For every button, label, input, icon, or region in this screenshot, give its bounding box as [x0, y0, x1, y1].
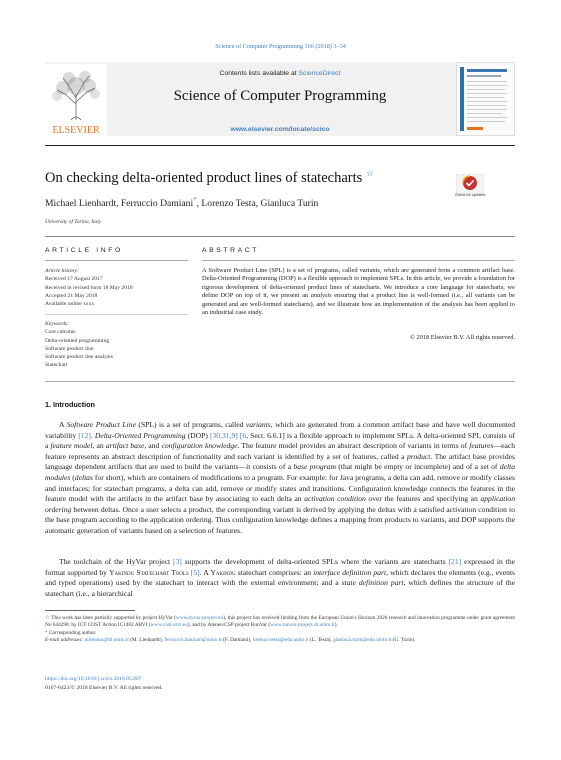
text-run: expressed in the format supported by [45, 557, 516, 577]
article-history [45, 267, 188, 308]
abstract-copyright: © 2018 Elsevier B.V. All rights reserved. [409, 334, 515, 341]
reference-link[interactable]: [5] [190, 567, 200, 577]
footnotes [45, 615, 515, 645]
title-footnote-mark[interactable]: ☆ [365, 168, 374, 178]
keyword: Delta-oriented programming [45, 337, 110, 344]
history-accepted: Accepted 21 May 2018 [45, 292, 98, 299]
text-run: , and [144, 441, 162, 451]
text-run: product [407, 451, 431, 461]
keyword: Core calculus [45, 329, 76, 336]
keywords-caption: Keywords: [45, 321, 70, 327]
text-run: , which are generated from a common artifact base and have well documented variability [45, 420, 516, 440]
journal-homepage-link[interactable]: www.elsevier.com/locate/scico [230, 126, 330, 133]
text-run: between deltas. Once a user selects a product, the corresponding variant is derived by applying the deltas with a satisfied activation condition to the base program according to the application ordering. Thus configuration knowledge defines a mapping from products to variants, and DOP supports the automatic generation of variants based on a selection of features. [45, 504, 515, 535]
abstract-heading: ABSTRACT [202, 247, 260, 254]
email-footnote [45, 637, 515, 644]
reference-link[interactable]: gianluca.turin@edu.unito.it [333, 637, 392, 644]
text-run: (DOP) [185, 430, 210, 440]
text-run: for short), which are containers of modifications to a program. For example: for Java programs, a delta can add, remove or modify classes and interfaces; for statechart programs, a delta can add, remove or modify states and transitions. Configuration knowledge connects the features in the feature model with the artifacts in the artifact base by associating to each delta an [45, 472, 516, 504]
journal-citation-link[interactable]: Science of Computer Programming 166 (2018) 3–34 [215, 43, 346, 50]
issn-line: 0167-6423/© 2018 Elsevier B.V. All rights reserved. [45, 685, 163, 691]
text-run: (SPL) is a set of programs, called [135, 420, 246, 429]
keyword: Software product line [45, 345, 94, 352]
title-divider [45, 236, 515, 237]
text-run: , which defines the structure of the statechart (i.e., a hierarchical [45, 578, 516, 598]
body-divider [45, 381, 515, 382]
text-run: The toolchain of the HyVar project [59, 557, 173, 566]
text-run: Yakindu [210, 567, 236, 577]
text-run: ( [70, 472, 75, 482]
keyword: Statechart [45, 362, 68, 369]
authors-first: Michael Lienhardt, Ferruccio Damiani [45, 198, 194, 210]
text-run: This work has been partially supported by project HyVar ( [49, 615, 176, 621]
reference-link[interactable]: * [45, 629, 48, 636]
reference-link[interactable]: [12] [78, 430, 91, 440]
text-run: base program [293, 462, 336, 472]
article-info-rule [45, 260, 188, 261]
corresponding-author-mark[interactable]: * [193, 196, 197, 204]
text-run: artifact base [105, 441, 145, 451]
contents-line [150, 70, 410, 77]
abstract-rule [202, 260, 515, 261]
text-run: ), and by Ateneo/CSP project RunVar ( [187, 622, 271, 629]
reference-link[interactable]: www.hyvar-project.eu [175, 615, 224, 621]
text-run: A [59, 420, 67, 429]
contents-prefix: Contents lists available at [219, 70, 299, 77]
reference-link[interactable]: ferruccio.damiani@unito.it [164, 637, 222, 644]
text-run: E-mail addresses: [45, 637, 85, 644]
article-title-text: On checking delta-oriented product lines of statecharts [45, 169, 363, 186]
keywords-rule [45, 314, 188, 315]
text-run: . A [199, 567, 211, 577]
text-run: variants [245, 420, 271, 429]
affiliation: University of Torino, Italy [45, 219, 102, 225]
history-revised: Received in revised form 18 May 2018 [45, 284, 133, 291]
header-divider [45, 145, 515, 146]
reference-link[interactable]: [30,31,9] [209, 430, 238, 440]
reference-link[interactable]: [6 [239, 430, 247, 440]
text-run: over the features and specifying an [365, 494, 481, 504]
text-run: ), this project has received funding from the European Union's Horizon 2020 research and innovation programme under grant agreement No 644298, by ICT COST Action IC1402 ARVI ( [45, 615, 515, 629]
journal-cover-icon[interactable] [456, 62, 515, 136]
text-run: Delta-Oriented Programming [94, 430, 186, 440]
text-run: interface definition part [313, 567, 387, 577]
text-run: , Sect. 6.6.1] is a flexible approach to implement SPLs. A delta-oriented SPL consists of a [45, 430, 516, 451]
reference-link[interactable]: [3] [172, 557, 182, 566]
text-run: ). [334, 622, 338, 629]
reference-link[interactable]: ☆ [45, 615, 50, 621]
text-run: activation condition [304, 494, 366, 504]
keyword: Software product line analysis [45, 354, 113, 361]
text-run: , which declares the elements (e.g., events and typed operations) used by the statechart to interact with the external environment; and a [45, 567, 516, 588]
authors-rest: , Lorenzo Testa, Gianluca Turin [196, 198, 319, 210]
text-run: (F. Damiani), [221, 637, 253, 644]
history-caption: Article history: [45, 268, 80, 274]
abstract-part-2: ensuring that a product line is well-formed (i.e., all variants can be generated and are well-formed statecharts), and we illustrate how an implementation of the analysis has been applied to an industrial case study. [202, 292, 515, 317]
text-run: Yakindu Statechart Tools [109, 567, 189, 577]
text-run: statechart comprises: an [235, 567, 314, 577]
abstract-emphasis: analysis [310, 292, 332, 300]
article-title [45, 168, 445, 187]
text-run: application ordering [45, 494, 516, 514]
text-run: configuration knowledge [161, 441, 238, 451]
text-run: —each feature represents an abstract description of functionality and each variant is identified by a set of features, called a [45, 441, 515, 461]
section-heading-introduction: 1. Introduction [45, 400, 95, 409]
text-run: (L. Testa), [308, 637, 334, 644]
abstract-text [202, 267, 515, 317]
text-run: features [469, 441, 494, 451]
text-run: , an [92, 441, 106, 451]
text-run: (M. Lienhardt), [128, 637, 165, 644]
text-run: Corresponding author. [47, 629, 97, 636]
doi-link[interactable]: https://doi.org/10.1016/j.scico.2018.05.007 [45, 676, 142, 682]
elsevier-logo-icon[interactable] [45, 64, 107, 136]
check-for-updates-label[interactable]: Check for updates [454, 193, 486, 197]
reference-link[interactable]: www.cost-arvi.eu [150, 622, 188, 629]
text-run: . [90, 430, 95, 440]
history-online: Available online xxxx [45, 301, 95, 308]
text-run: supports the development of delta-oriented SPLs where the variants are statecharts [181, 557, 449, 566]
reference-link[interactable]: [21] [448, 557, 462, 566]
reference-link[interactable]: www.runvar-project.di.unito.it [270, 622, 335, 629]
reference-link[interactable]: lorenzo.testa@edu.unito.it [252, 637, 309, 644]
text-run: state definition part [341, 578, 404, 588]
abstract-part-1: A Software Product Line (SPL) is a set of programs, called variants, which are generated from a common artifact base. Delta-Oriented Programming (DOP) is a flexible approach to implement SPLs. In this article, we provide a foundation for rigorous development of delta-oriented product lines of statecharts. We introduce a core language for statecharts, we define DOP on top of it, we present an [202, 267, 515, 300]
text-run: . The feature model provides an abstract description of variants in terms of [237, 441, 470, 451]
keywords [45, 320, 188, 370]
funding-footnote [45, 615, 515, 630]
footnote-rule [45, 610, 135, 611]
intro-paragraph-1 [45, 420, 515, 537]
publisher-logo-text: ELSEVIER [52, 125, 100, 136]
journal-name: Science of Computer Programming [173, 88, 387, 104]
text-run: (that might be empty or incomplete) and of a set of [335, 462, 500, 472]
history-received: Received 17 August 2017 [45, 276, 103, 283]
text-run: . The artifact base provides language dependent artifacts that are used to build the variants—it consists of a [45, 451, 515, 472]
text-run: delta modules [45, 462, 515, 482]
author-list [45, 196, 465, 209]
reference-link[interactable]: mlienhar@di.unito.it [84, 637, 129, 644]
text-run: Software Product Line [66, 420, 136, 429]
article-info-heading: ARTICLE INFO [45, 247, 123, 254]
text-run: deltas [74, 472, 93, 482]
sciencedirect-link[interactable]: ScienceDirect [298, 70, 341, 77]
text-run: (G. Turin). [391, 637, 416, 644]
text-run: feature model [50, 441, 93, 451]
intro-paragraph-2 [45, 557, 515, 599]
